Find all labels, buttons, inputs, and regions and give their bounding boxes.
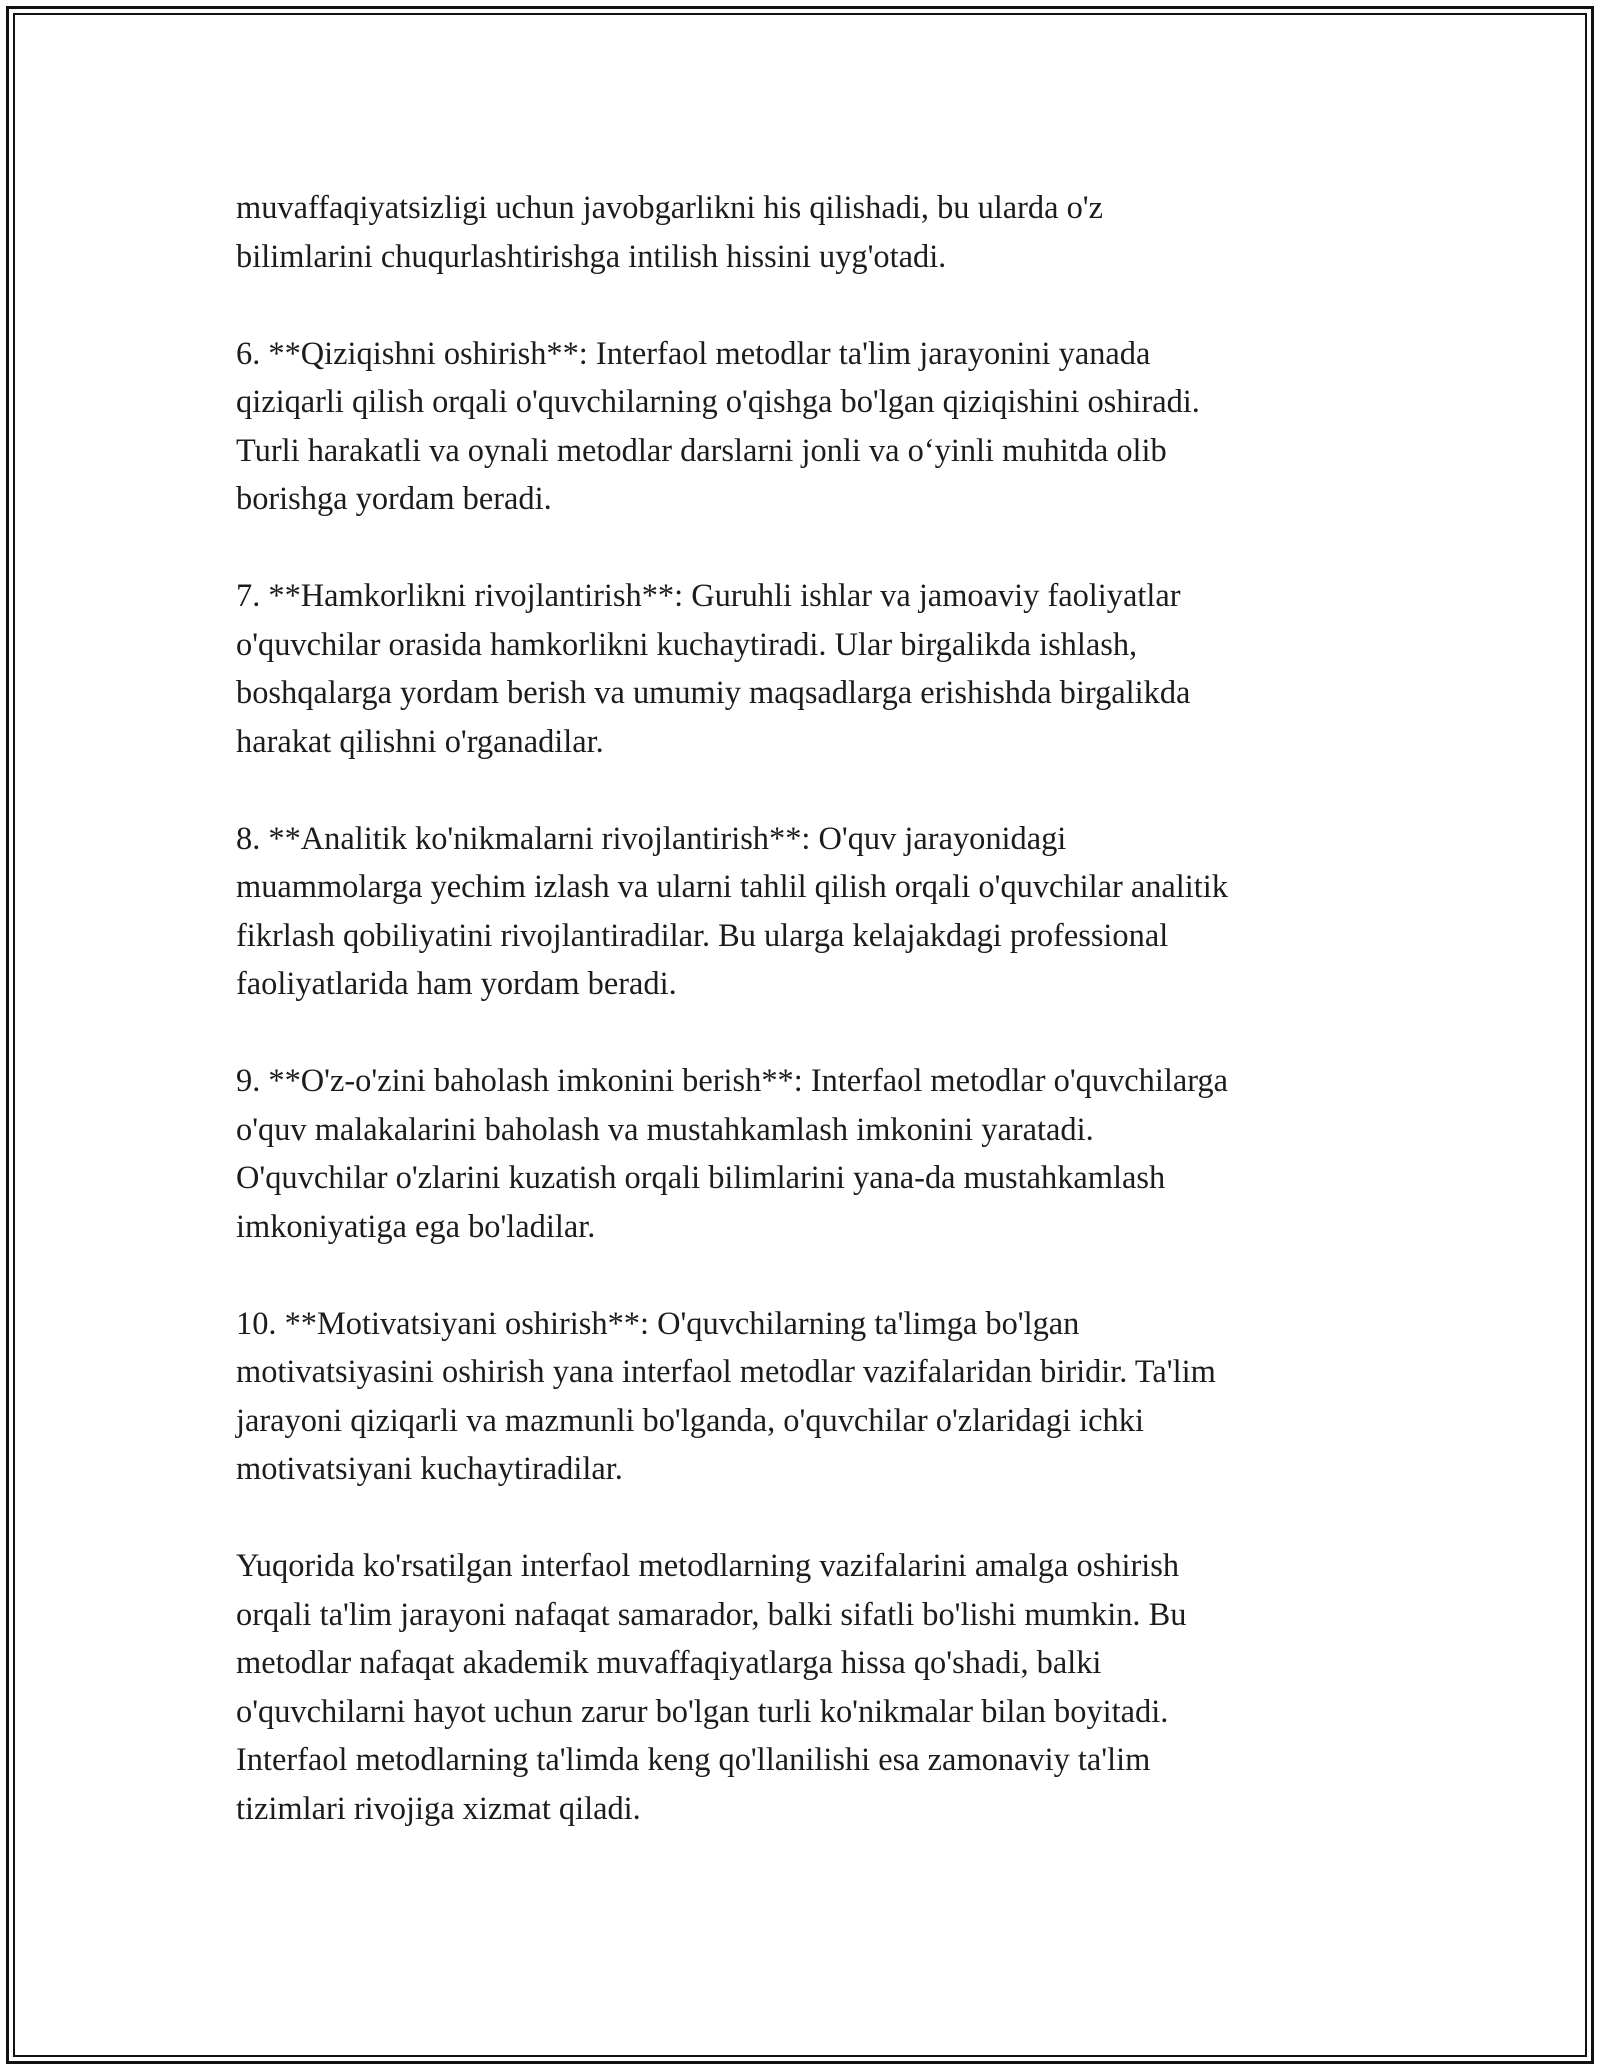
text-line: fikrlash qobiliyatini rivojlantiradilar. Bu ularga kelajakdagi professional (236, 917, 1169, 954)
paragraph-item-6 (236, 330, 1366, 524)
text-line: boshqalarga yordam berish va umumiy maqsadlarga erishishda birgalikda (236, 675, 1191, 711)
text-line: muvaffaqiyatsizligi uchun javobgarlikni his qilishadi, bu ularda o'z (236, 190, 1104, 226)
text-line: qiziqarli qilish orqali o'quvchilarning o'qishga bo'lgan qiziqishini oshiradi. (236, 384, 1200, 420)
text-line: bilimlarini chuqurlashtirishga intilish hissini uyg'otadi. (236, 238, 947, 275)
text-line: imkoniyatiga ega bo'ladilar. (236, 1208, 596, 1245)
text-line: jarayoni qiziqarli va mazmunli bo'lganda, o'quvchilar o'zlaridagi ichki (236, 1402, 1144, 1439)
text-line: Yuqorida ko'rsatilgan interfaol metodlarning vazifalarini amalga oshirish (236, 1548, 1180, 1584)
text-line: borishga yordam beradi. (236, 481, 552, 517)
text-line: motivatsiyasini oshirish yana interfaol metodlar vazifalaridan biridir. Ta'lim (236, 1354, 1216, 1390)
text-line: motivatsiyani kuchaytiradilar. (236, 1451, 623, 1487)
paragraph-item-10 (236, 1300, 1366, 1494)
text-line: orqali ta'lim jarayoni nafaqat samarador, balki sifatli bo'lishi mumkin. Bu (236, 1596, 1187, 1633)
text-line: faoliyatlarida ham yordam beradi. (236, 966, 677, 1002)
text-line: 9. **O'z-o'zini baholash imkonini berish**: Interfaol metodlar o'quvchilarga (236, 1063, 1228, 1099)
text-line: Turli harakatli va oynali metodlar darslarni jonli va o‘yinli muhitda olib (236, 432, 1167, 469)
text-line: tizimlari rivojiga xizmat qiladi. (236, 1790, 641, 1827)
text-line: 8. **Analitik ko'nikmalarni rivojlantirish**: O'quv jarayonidagi (236, 820, 1067, 857)
text-line: 7. **Hamkorlikni rivojlantirish**: Guruhli ishlar va jamoaviy faoliyatlar (236, 578, 1181, 614)
text-line: Interfaol metodlarning ta'limda keng qo'llanilishi esa zamonaviy ta'lim (236, 1742, 1151, 1778)
text-line: muammolarga yechim izlash va ularni tahlil qilish orqali o'quvchilar analitik (236, 869, 1228, 905)
paragraph-item-8 (236, 815, 1366, 1009)
text-line: 10. **Motivatsiyani oshirish**: O'quvchilarning ta'limga bo'lgan (236, 1305, 1080, 1342)
text-line: o'quvchilar orasida hamkorlikni kuchaytiradi. Ular birgalikda ishlash, (236, 626, 1138, 663)
text-line: harakat qilishni o'rganadilar. (236, 723, 604, 760)
text-line: O'quvchilar o'zlarini kuzatish orqali bilimlarini yana-da mustahkamlash (236, 1160, 1166, 1196)
text-line: 6. **Qiziqishni oshirish**: Interfaol metodlar ta'lim jarayonini yanada (236, 335, 1151, 372)
paragraph-item-9 (236, 1057, 1366, 1251)
text-line: o'quv malakalarini baholash va mustahkamlash imkonini yaratadi. (236, 1111, 1094, 1148)
paragraph-conclusion (236, 1542, 1366, 1833)
text-line: o'quvchilarni hayot uchun zarur bo'lgan turli ko'nikmalar bilan boyitadi. (236, 1693, 1169, 1730)
document-body (236, 184, 1366, 1882)
paragraph-continuation (236, 184, 1366, 281)
text-line: metodlar nafaqat akademik muvaffaqiyatlarga hissa qo'shadi, balki (236, 1645, 1102, 1681)
paragraph-item-7 (236, 572, 1366, 766)
